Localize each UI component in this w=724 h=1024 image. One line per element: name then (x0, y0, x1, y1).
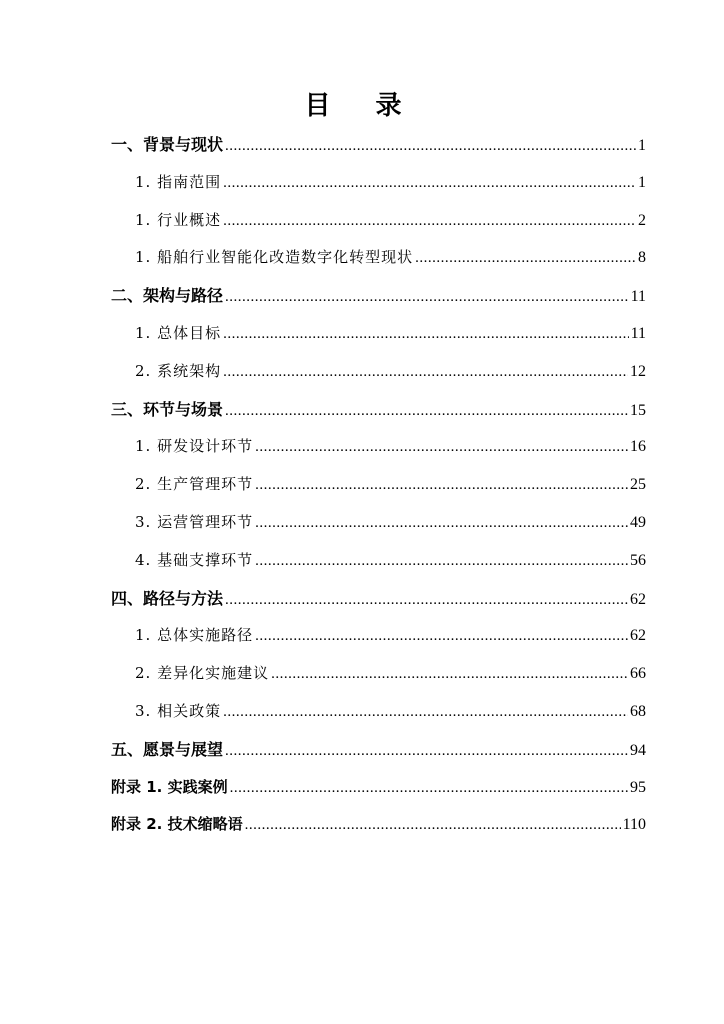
toc-page-number: 12 (630, 362, 646, 380)
toc-section-entry[interactable] (111, 126, 646, 164)
toc-entry-title: 1. 船舶行业智能化改造数字化转型现状 (135, 248, 414, 267)
page-title: 目 录 (304, 91, 420, 121)
toc-page-number: 15 (630, 401, 646, 419)
toc-page-number: 11 (630, 288, 646, 306)
toc-dot-leader (255, 429, 628, 467)
toc-page-number: 8 (638, 249, 646, 267)
toc-entry-title: 五、愿景与展望 (111, 739, 224, 759)
toc-page-number: 62 (630, 627, 646, 645)
toc-entry-title: 1. 行业概述 (135, 210, 222, 229)
toc-subsection-entry[interactable] (111, 428, 646, 466)
toc-section-entry[interactable] (111, 277, 646, 315)
toc-subsection-entry[interactable] (111, 542, 646, 580)
toc-entry-title: 1. 总体目标 (135, 323, 222, 342)
toc-dot-leader (225, 393, 628, 431)
toc-page-number: 49 (630, 513, 646, 531)
toc-subsection-entry[interactable] (111, 239, 646, 277)
table-of-contents (111, 126, 646, 844)
toc-dot-leader (230, 770, 628, 808)
toc-entry-title: 一、背景与现状 (111, 135, 224, 154)
toc-entry-title: 2. 生产管理环节 (135, 475, 254, 494)
toc-entry-title: 1. 指南范围 (135, 172, 222, 191)
toc-dot-leader (223, 694, 628, 732)
toc-dot-leader (225, 279, 629, 317)
toc-dot-leader (225, 128, 636, 166)
toc-dot-leader (255, 467, 628, 505)
toc-page-number: 62 (630, 590, 646, 608)
toc-dot-leader (415, 240, 636, 278)
toc-dot-leader (255, 543, 628, 581)
toc-page-number: 16 (630, 438, 646, 456)
toc-subsection-entry[interactable] (111, 315, 646, 353)
toc-dot-leader (225, 733, 628, 771)
toc-page-number: 25 (630, 476, 646, 494)
toc-entry-title: 二、架构与路径 (111, 286, 224, 306)
toc-entry-title: 1. 总体实施路径 (135, 626, 254, 645)
toc-dot-leader (225, 582, 628, 620)
toc-page-number: 68 (630, 702, 646, 720)
toc-entry-title: 四、路径与方法 (111, 588, 224, 608)
toc-page-number: 95 (630, 778, 646, 796)
toc-entry-title: 1. 研发设计环节 (135, 437, 254, 456)
toc-subsection-entry[interactable] (111, 693, 646, 731)
toc-subsection-entry[interactable] (111, 202, 646, 240)
toc-section-entry[interactable] (111, 391, 646, 429)
toc-dot-leader (223, 354, 628, 392)
toc-page-number: 11 (630, 324, 646, 342)
toc-entry-title: 三、环节与场景 (111, 399, 224, 419)
toc-entry-title: 2. 差异化实施建议 (135, 664, 270, 683)
toc-entry-title: 附录 1. 实践案例 (111, 777, 228, 796)
toc-page-number: 110 (622, 816, 646, 834)
toc-page-number: 56 (630, 551, 646, 569)
toc-subsection-entry[interactable] (111, 164, 646, 202)
toc-page-number: 66 (630, 665, 646, 683)
toc-dot-leader (271, 656, 628, 694)
toc-entry-title: 2. 系统架构 (135, 361, 222, 380)
toc-entry-title: 3. 运营管理环节 (135, 512, 254, 531)
toc-section-entry[interactable] (111, 731, 646, 769)
toc-subsection-entry[interactable] (111, 353, 646, 391)
toc-subsection-entry[interactable] (111, 504, 646, 542)
toc-appendix-entry[interactable] (111, 769, 646, 807)
toc-appendix-entry[interactable] (111, 806, 646, 844)
toc-subsection-entry[interactable] (111, 466, 646, 504)
toc-dot-leader (245, 807, 621, 845)
toc-subsection-entry[interactable] (111, 617, 646, 655)
toc-entry-title: 4. 基础支撑环节 (135, 550, 254, 569)
toc-dot-leader (255, 505, 628, 543)
toc-dot-leader (223, 316, 629, 354)
toc-entry-title: 3. 相关政策 (135, 701, 222, 720)
toc-page-number: 1 (638, 137, 646, 154)
toc-page-number: 1 (638, 173, 646, 191)
toc-page-number: 94 (630, 741, 646, 759)
toc-dot-leader (223, 203, 636, 241)
toc-dot-leader (255, 618, 628, 656)
toc-entry-title: 附录 2. 技术缩略语 (111, 815, 243, 834)
toc-dot-leader (223, 165, 636, 203)
toc-subsection-entry[interactable] (111, 655, 646, 693)
toc-page-number: 2 (638, 211, 646, 229)
toc-section-entry[interactable] (111, 580, 646, 618)
